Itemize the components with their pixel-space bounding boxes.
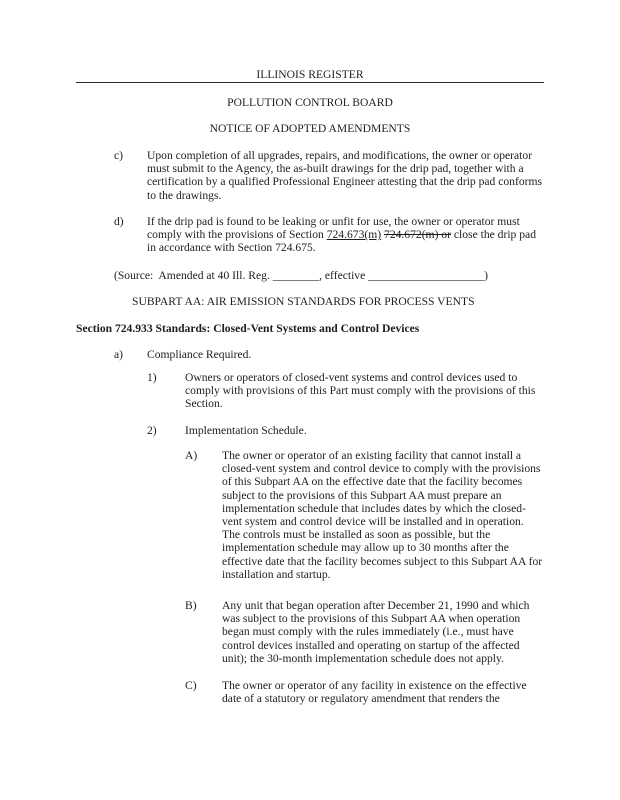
item-d-text-before: If the drip pad is found to be leaking or unfit for use, the owner or operator must comply with the provisions of Section — [147, 215, 520, 242]
subsection-a-title: Compliance Required. — [147, 348, 252, 361]
item-c-label: c) — [114, 149, 124, 162]
paragraph-1-text: Owners or operators of closed-vent systems and control devices used to comply with provisions of this Part must comply with the provisions of this Section. — [185, 371, 536, 411]
paragraph-2-title: Implementation Schedule. — [185, 424, 307, 437]
subpart-heading: SUBPART AA: AIR EMISSION STANDARDS FOR PROCESS VENTS — [132, 295, 475, 308]
item-d-deleted-text: 724.672(m) or — [384, 228, 451, 242]
notice-title: NOTICE OF ADOPTED AMENDMENTS — [209, 122, 411, 135]
source-note: (Source: Amended at 40 Ill. Reg. ________, effective ____________________) — [114, 269, 488, 282]
header-rule — [76, 82, 544, 83]
subparagraph-C-label: C) — [185, 679, 197, 692]
item-d-inserted-text: 724.673(m) — [326, 228, 382, 242]
paragraph-2-label: 2) — [147, 424, 157, 437]
section-heading: Section 724.933 Standards: Closed-Vent Systems and Control Devices — [76, 322, 420, 335]
item-d-text-after: close the drip pad in accordance with Section 724.675. — [147, 228, 536, 255]
subparagraph-B-text: Any unit that began operation after December 21, 1990 and which was subject to the provisions of this Subpart AA when operation began must comply with the rules immediately (i.e., must have control devices installed and operating on startup of the affected unit); the 30-month implementation schedule does not apply. — [222, 599, 530, 665]
board-title: POLLUTION CONTROL BOARD — [227, 96, 393, 109]
subsection-a-label: a) — [114, 348, 124, 361]
item-d-text — [147, 215, 545, 255]
subparagraph-B-label: B) — [185, 599, 197, 612]
subparagraph-A-label: A) — [185, 449, 198, 462]
subparagraph-C-text: The owner or operator of any facility in existence on the effective date of a statutory or regulatory amendment that renders the — [222, 679, 527, 706]
register-title: ILLINOIS REGISTER — [256, 68, 364, 81]
item-c-text: Upon completion of all upgrades, repairs, and modifications, the owner or operator must submit to the Agency, the as-built drawings for the drip pad, together with a certification by a qualified Professional Engineer attesting that the drip pad conforms to the drawings. — [147, 149, 543, 202]
subparagraph-A-text: The owner or operator of an existing facility that cannot install a closed-vent system and control device to comply with the provisions of this Subpart AA on the effective date that the facility becomes subject to the provisions of this Subpart AA must prepare an implementation schedule that includes dates by which the closed-vent system and control device will be installed and in operation. The controls must be installed as soon as possible, but the implementation schedule may allow up to 30 months after the effective date that the facility becomes subject to this Subpart AA for installation and startup. — [222, 449, 543, 581]
item-d-label: d) — [114, 215, 124, 228]
paragraph-1-label: 1) — [147, 371, 157, 384]
